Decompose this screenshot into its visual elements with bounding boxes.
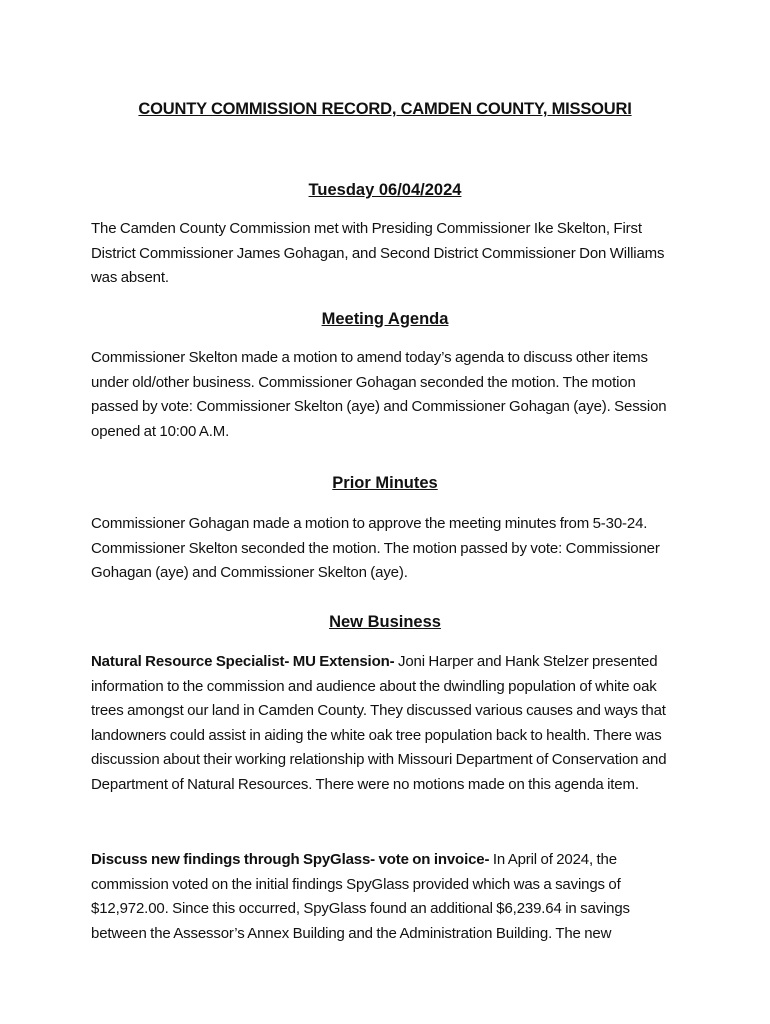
new-business-item-label: Discuss new findings through SpyGlass- vote on invoice- xyxy=(91,851,490,868)
new-business-item xyxy=(91,848,681,946)
new-business-item-label: Natural Resource Specialist- MU Extension- xyxy=(91,653,395,670)
new-business-heading: New Business xyxy=(329,613,441,631)
prior-minutes-heading: Prior Minutes xyxy=(332,474,438,492)
intro-paragraph: The Camden County Commission met with Presiding Commissioner Ike Skelton, First District Commissioner James Gohagan, and Second District Commissioner Don Williams was absent. xyxy=(91,220,665,286)
new-business-item-text: In April of 2024, the commission voted on the initial findings SpyGlass provided which was a savings of $12,972.00. Since this occurred, SpyGlass found an additional $6,239.64 in savings between the Assessor’s Annex Building and the Administration Building. The new xyxy=(91,851,630,942)
document-title: COUNTY COMMISSION RECORD, CAMDEN COUNTY, MISSOURI xyxy=(138,100,632,118)
prior-minutes-paragraph: Commissioner Gohagan made a motion to approve the meeting minutes from 5-30-24. Commissioner Skelton seconded the motion. The motion passed by vote: Commissioner Gohagan (aye) and Commissioner Skelton (aye). xyxy=(91,515,660,581)
meeting-agenda-heading: Meeting Agenda xyxy=(321,310,449,328)
new-business-item-text: Joni Harper and Hank Stelzer presented information to the commission and audience about the dwindling population of white oak trees amongst our land in Camden County. They discussed various causes and ways that landowners could assist in aiding the white oak tree population back to health. There was discussion about their working relationship with Missouri Department of Conservation and Department of Natural Resources. There were no motions made on this agenda item. xyxy=(91,653,667,793)
new-business-item xyxy=(91,650,681,797)
meeting-date-heading: Tuesday 06/04/2024 xyxy=(308,181,462,199)
meeting-agenda-paragraph: Commissioner Skelton made a motion to amend today’s agenda to discuss other items under old/other business. Commissioner Gohagan seconded the motion. The motion passed by vote: Commissioner Skelton (aye) and Commissioner Gohagan (aye). Session opened at 10:00 A.M. xyxy=(91,349,667,440)
